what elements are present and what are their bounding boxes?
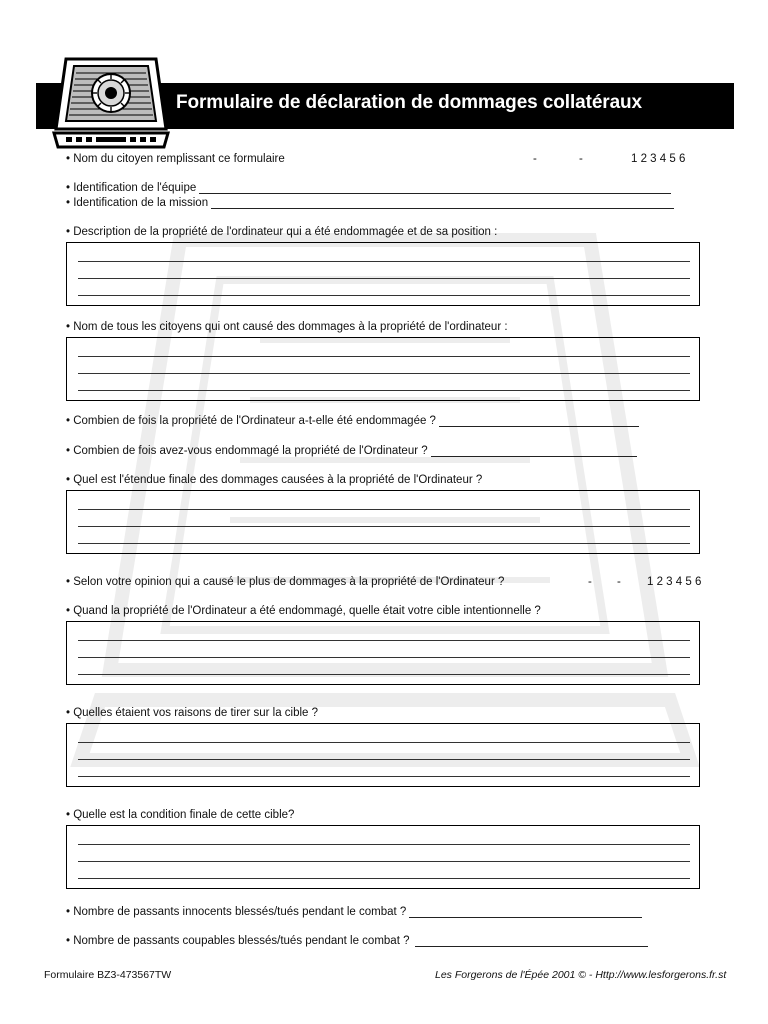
team-id-label: • Identification de l'équipe [66, 182, 197, 194]
most-damage-dash-2: - [617, 576, 621, 588]
answer-line [78, 373, 690, 374]
property-description-label: • Description de la propriété de l'ordinateur qui a été endommagée et de sa position : [66, 226, 498, 238]
answer-line [78, 261, 690, 262]
answer-line [78, 742, 690, 743]
final-extent-label: • Quel est l'étendue finale des dommages causées à la propriété de l'Ordinateur ? [66, 474, 483, 486]
answer-line [78, 356, 690, 357]
intended-target-label: • Quand la propriété de l'Ordinateur a été endommagé, quelle était votre cible intentionnelle ? [66, 605, 541, 617]
culprits-names-box[interactable] [66, 337, 700, 401]
times-damaged-row [66, 414, 639, 428]
times-damaged-label: • Combien de fois la propriété de l'Ordinateur a-t-elle été endommagée ? [66, 415, 436, 427]
answer-line [78, 878, 690, 879]
answer-line [78, 509, 690, 510]
computer-logo-icon [52, 55, 170, 155]
answer-line [78, 543, 690, 544]
citizen-name-clearance-digits: 1 2 3 4 5 6 [631, 153, 686, 165]
guilty-bystanders-row [66, 934, 648, 948]
mission-id-field[interactable] [211, 196, 674, 209]
final-extent-box[interactable] [66, 490, 700, 554]
times-you-damaged-label: • Combien de fois avez-vous endommagé la propriété de l'Ordinateur ? [66, 445, 428, 457]
times-you-damaged-row [66, 444, 637, 458]
mission-id-row [66, 196, 674, 210]
answer-line [78, 674, 690, 675]
answer-line [78, 861, 690, 862]
answer-line [78, 844, 690, 845]
firing-reasons-box[interactable] [66, 723, 700, 787]
answer-line [78, 390, 690, 391]
footer-credit: Les Forgerons de l'Épée 2001 © - Http://www.lesforgerons.fr.st [435, 969, 727, 981]
answer-line [78, 759, 690, 760]
answer-line [78, 295, 690, 296]
guilty-bystanders-field[interactable] [415, 934, 648, 947]
citizen-name-dash-1: - [533, 153, 537, 165]
firing-reasons-label: • Quelles étaient vos raisons de tirer sur la cible ? [66, 707, 319, 719]
target-condition-label: • Quelle est la condition finale de cette cible? [66, 809, 295, 821]
form-title: Formulaire de déclaration de dommages collatéraux [176, 92, 643, 113]
innocent-bystanders-label: • Nombre de passants innocents blessés/tués pendant le combat ? [66, 906, 407, 918]
guilty-bystanders-label: • Nombre de passants coupables blessés/tués pendant le combat ? [66, 935, 410, 947]
citizen-name-label: • Nom du citoyen remplissant ce formulaire [66, 153, 285, 165]
most-damage-dash-1: - [588, 576, 592, 588]
times-damaged-field[interactable] [439, 414, 639, 427]
answer-line [78, 657, 690, 658]
answer-line [78, 776, 690, 777]
intended-target-box[interactable] [66, 621, 700, 685]
most-damage-clearance-digits: 1 2 3 4 5 6 [647, 576, 702, 588]
form-code: Formulaire BZ3-473567TW [44, 969, 172, 981]
property-description-box[interactable] [66, 242, 700, 306]
team-id-row [66, 181, 671, 195]
culprits-names-label: • Nom de tous les citoyens qui ont causé des dommages à la propriété de l'ordinateur : [66, 321, 508, 333]
innocent-bystanders-field[interactable] [409, 905, 642, 918]
citizen-name-dash-2: - [579, 153, 583, 165]
innocent-bystanders-row [66, 905, 642, 919]
team-id-field[interactable] [199, 181, 671, 194]
times-you-damaged-field[interactable] [431, 444, 637, 457]
target-condition-box[interactable] [66, 825, 700, 889]
answer-line [78, 640, 690, 641]
answer-line [78, 526, 690, 527]
most-damage-label: • Selon votre opinion qui a causé le plus de dommages à la propriété de l'Ordinateur ? [66, 576, 505, 588]
answer-line [78, 278, 690, 279]
mission-id-label: • Identification de la mission [66, 197, 209, 209]
